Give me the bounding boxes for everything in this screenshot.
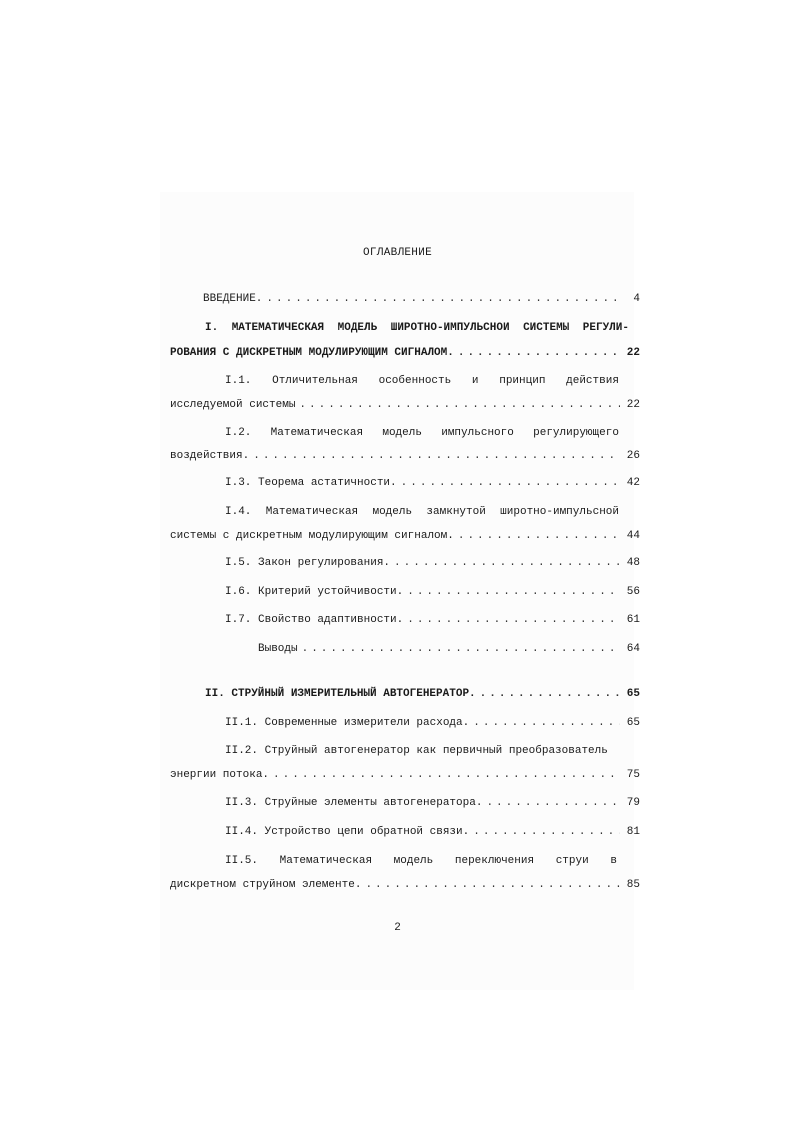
word: модель <box>382 427 422 439</box>
toc-entry-text: I.6. Критерий устойчивости. <box>225 586 404 598</box>
toc-page-number: 61 <box>626 614 640 626</box>
dot-leader <box>394 556 620 570</box>
word: и <box>471 375 479 387</box>
word: СИСТЕМЫ <box>523 322 570 334</box>
toc-page-number: 22 <box>626 399 640 411</box>
toc-entry-text: энергии потока. <box>170 769 270 781</box>
dot-leader <box>266 292 620 306</box>
page-number: 2 <box>394 922 401 934</box>
dot-leader <box>407 585 620 599</box>
toc-page-number: 44 <box>626 530 640 542</box>
toc-entry-section-1-6 <box>225 585 640 599</box>
dot-leader <box>480 687 620 701</box>
toc-entry-introduction <box>203 292 640 306</box>
word: Математическая <box>265 506 359 518</box>
toc-entry-section-2-2-line1 <box>225 744 645 758</box>
toc-page-number: 42 <box>626 477 640 489</box>
dot-leader <box>486 796 620 810</box>
toc-entry-section-2-5-line2 <box>170 878 640 892</box>
word: II.5. <box>225 855 259 867</box>
toc-entry-section-2-4 <box>225 825 640 839</box>
word: регулирующего <box>533 427 619 439</box>
toc-entry-chapter-1-line1 <box>205 321 629 335</box>
toc-page-number: 48 <box>626 557 640 569</box>
toc-entry-section-2-3 <box>225 796 640 810</box>
toc-page-number: 22 <box>626 347 640 359</box>
toc-entry-chapter-2 <box>205 687 640 701</box>
toc-entry-section-1-1-line2 <box>170 398 640 412</box>
dot-leader <box>473 825 620 839</box>
toc-entry-text: II.4. Устройство цепи обратной связи. <box>225 826 470 838</box>
word: широтно-импульсной <box>500 506 619 518</box>
toc-entry-text: исследуемой системы <box>170 399 296 411</box>
dot-leader <box>302 642 620 656</box>
toc-entry-text: I.3. Теорема астатичности. <box>225 477 397 489</box>
toc-page-number: 81 <box>626 826 640 838</box>
toc-entry-chapter-1-line2 <box>170 346 640 360</box>
dot-leader <box>253 449 620 463</box>
toc-entry-text: I.7. Свойство адаптивности. <box>225 614 404 626</box>
toc-page-number: 26 <box>626 450 640 462</box>
toc-entry-section-1-2-line1 <box>225 426 619 440</box>
dot-leader <box>473 716 620 730</box>
dot-leader <box>401 476 620 490</box>
word: МОДЕЛЬ <box>337 322 378 334</box>
word: МАТЕМАТИЧЕСКАЯ <box>231 322 325 334</box>
dot-leader <box>365 878 620 892</box>
toc-entry-text: дискретном струйном элементе. <box>170 879 362 891</box>
word: действия <box>566 375 619 387</box>
toc-entry-section-2-1 <box>225 716 640 730</box>
toc-entry-text: I.5. Закон регулирования. <box>225 557 391 569</box>
dot-leader <box>458 346 620 360</box>
word: I.4. <box>225 506 252 518</box>
word: Отличительная <box>272 375 358 387</box>
word: замкнутой <box>426 506 486 518</box>
toc-entry-text: II.2. Струйный автогенератор как первичный преобразователь <box>225 745 608 757</box>
toc-entry-section-1-2-line2 <box>170 449 640 463</box>
toc-entry-section-1-4-line1 <box>225 505 619 519</box>
word: модель <box>372 506 413 518</box>
word: ШИРОТНО-ИМПУЛЬСНОИ <box>390 322 510 334</box>
word: переключения <box>454 855 535 867</box>
word: I. <box>205 322 219 334</box>
toc-entry-section-1-5 <box>225 556 640 570</box>
toc-entry-conclusions <box>258 642 640 656</box>
toc-entry-text: II. СТРУЙНЫЙ ИЗМЕРИТЕЛЬНЫЙ АВТОГЕНЕРАТОР. <box>205 688 476 700</box>
word: I.2. <box>225 427 252 439</box>
word: в <box>610 855 617 867</box>
dot-leader <box>407 613 620 627</box>
toc-entry-text: Выводы <box>258 643 298 655</box>
toc-entry-text: системы с дискретным модулирующим сигналом. <box>170 530 454 542</box>
toc-entry-text: воздействия. <box>170 450 250 462</box>
toc-page-number: 85 <box>626 879 640 891</box>
toc-entry-text: II.3. Струйные элементы автогенератора. <box>225 797 483 809</box>
dot-leader <box>273 768 620 782</box>
toc-page-number: 79 <box>626 797 640 809</box>
toc-entry-section-2-2-line2 <box>170 768 640 782</box>
toc-page-number: 65 <box>626 688 640 700</box>
toc-entry-text: II.1. Современные измерители расхода. <box>225 717 470 729</box>
toc-page-number: 4 <box>633 293 640 305</box>
toc-entry-section-2-5-line1 <box>225 854 617 868</box>
toc-page-number: 75 <box>626 769 640 781</box>
toc-page-number: 64 <box>626 643 640 655</box>
toc-entry-section-1-3 <box>225 476 640 490</box>
word: струи <box>555 855 589 867</box>
word: Математическая <box>270 427 364 439</box>
word: Математическая <box>279 855 373 867</box>
toc-entry-section-1-4-line2 <box>170 529 640 543</box>
word: модель <box>393 855 434 867</box>
toc-entry-section-1-7 <box>225 613 640 627</box>
toc-title: ОГЛАВЛЕНИЕ <box>362 247 432 259</box>
dot-leader <box>299 398 620 412</box>
word: импульсного <box>441 427 514 439</box>
toc-page-number: 65 <box>626 717 640 729</box>
dot-leader <box>458 529 620 543</box>
toc-entry-text: РОВАНИЯ С ДИСКРЕТНЫМ МОДУЛИРУЮЩИМ СИГНАЛОМ. <box>170 347 454 359</box>
word: I.1. <box>225 375 252 387</box>
word: особенность <box>378 375 452 387</box>
word: принцип <box>499 375 546 387</box>
word: РЕГУЛИ- <box>582 322 629 334</box>
toc-page-number: 56 <box>626 586 640 598</box>
toc-entry-text: ВВЕДЕНИЕ. <box>203 293 263 305</box>
toc-entry-section-1-1-line1 <box>225 374 619 388</box>
